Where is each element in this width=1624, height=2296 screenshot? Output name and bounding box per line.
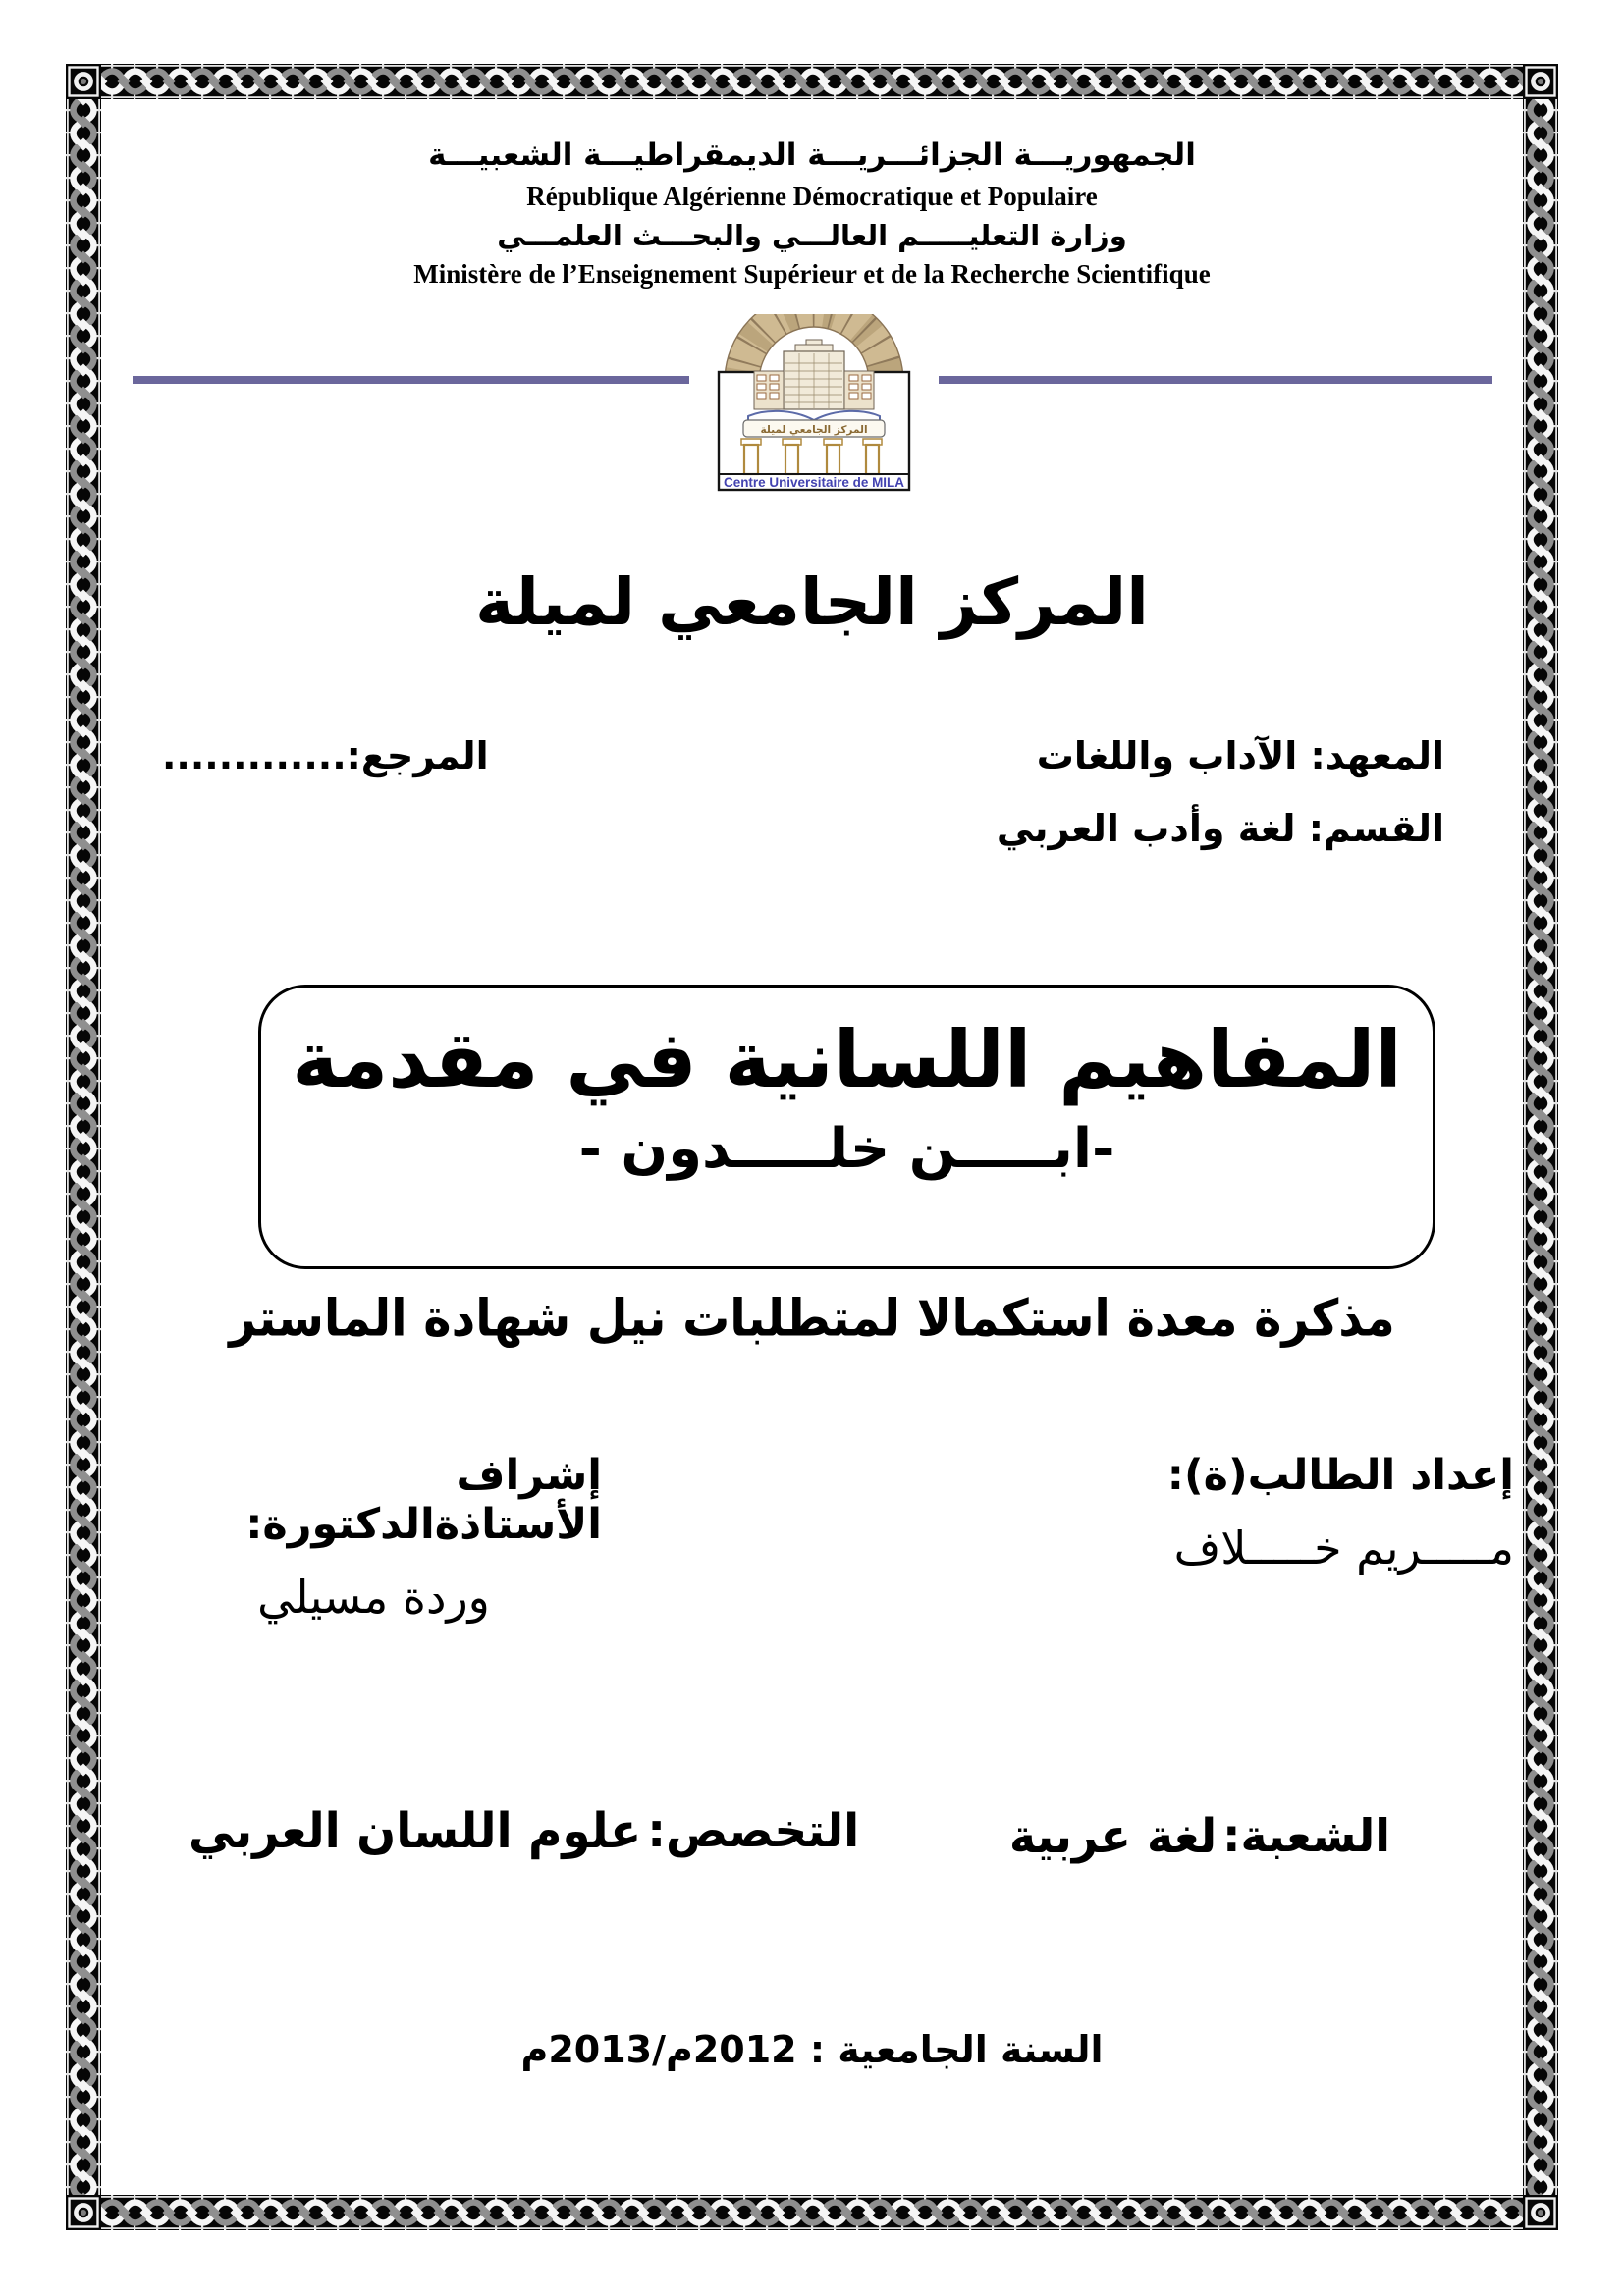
official-header bbox=[101, 137, 1523, 290]
thesis-title: المفاهيم اللسانية في مقدمة bbox=[292, 1014, 1402, 1105]
logo-caption: Centre Universitaire de MILA bbox=[724, 475, 905, 490]
academic-year: السنة الجامعية : 2012م/2013م bbox=[520, 2028, 1104, 2071]
republic-line-french: République Algérienne Démocratique et Populaire bbox=[526, 182, 1098, 211]
ornamental-border-right bbox=[1523, 99, 1558, 2195]
department-line: القسم: لغة وأدب العربي bbox=[996, 807, 1444, 850]
specialty-field bbox=[189, 1804, 859, 1858]
institute-line: المعهد: الآداب واللغات bbox=[1036, 734, 1444, 777]
supervisor-block bbox=[145, 1451, 602, 1624]
student-name: مـــــريم خـــــلاف bbox=[1173, 1522, 1514, 1575]
logo-banner bbox=[743, 420, 885, 437]
ornamental-border-left bbox=[66, 99, 101, 2195]
institute-block bbox=[997, 720, 1444, 865]
student-block bbox=[1082, 1451, 1514, 1575]
ministry-line-arabic: وزارة التعليـــــم العالـــي والبحـــث العلمـــي bbox=[497, 219, 1127, 252]
supervisor-label: إشراف الأستاذةالدكتورة: bbox=[245, 1451, 602, 1549]
specialty-value: علوم اللسان العربي bbox=[189, 1802, 642, 1860]
border-corner-top-left-icon bbox=[66, 64, 101, 99]
ornamental-border-bottom bbox=[101, 2195, 1523, 2230]
specialty-label: التخصص: bbox=[647, 1804, 860, 1858]
thesis-title-box bbox=[258, 985, 1435, 1269]
branch-label: الشعبة: bbox=[1222, 1809, 1390, 1862]
supervisor-name: وردة مسيلي bbox=[257, 1571, 490, 1624]
border-corner-bottom-right-icon bbox=[1523, 2195, 1558, 2230]
thesis-note: مذكرة معدة استكمالا لمتطلبات نيل شهادة الماستر bbox=[229, 1288, 1395, 1349]
university-title: المركز الجامعي لميلة bbox=[475, 564, 1149, 640]
ministry-line-french: Ministère de l’Enseignement Supérieur et de la Recherche Scientifique bbox=[413, 259, 1211, 289]
thesis-title-author: -ابـــــن خلـــــدون - bbox=[578, 1117, 1115, 1181]
republic-line-arabic: الجمهوريـــة الجزائـــريـــة الديمقراطيـــة الشعبيـــة bbox=[428, 137, 1196, 173]
branch-value: لغة عربية bbox=[1008, 1807, 1218, 1864]
border-corner-top-right-icon bbox=[1523, 64, 1558, 99]
branch-field bbox=[1009, 1809, 1390, 1862]
ornamental-border-top bbox=[101, 64, 1523, 99]
university-logo-image bbox=[689, 314, 939, 497]
university-logo bbox=[689, 314, 939, 497]
reference-line: المرجع:............. bbox=[162, 734, 489, 777]
border-corner-bottom-left-icon bbox=[66, 2195, 101, 2230]
student-label: إعداد الطالب(ة): bbox=[1166, 1451, 1514, 1500]
logo-banner-text: المركز الجامعي لميلة bbox=[760, 424, 868, 436]
